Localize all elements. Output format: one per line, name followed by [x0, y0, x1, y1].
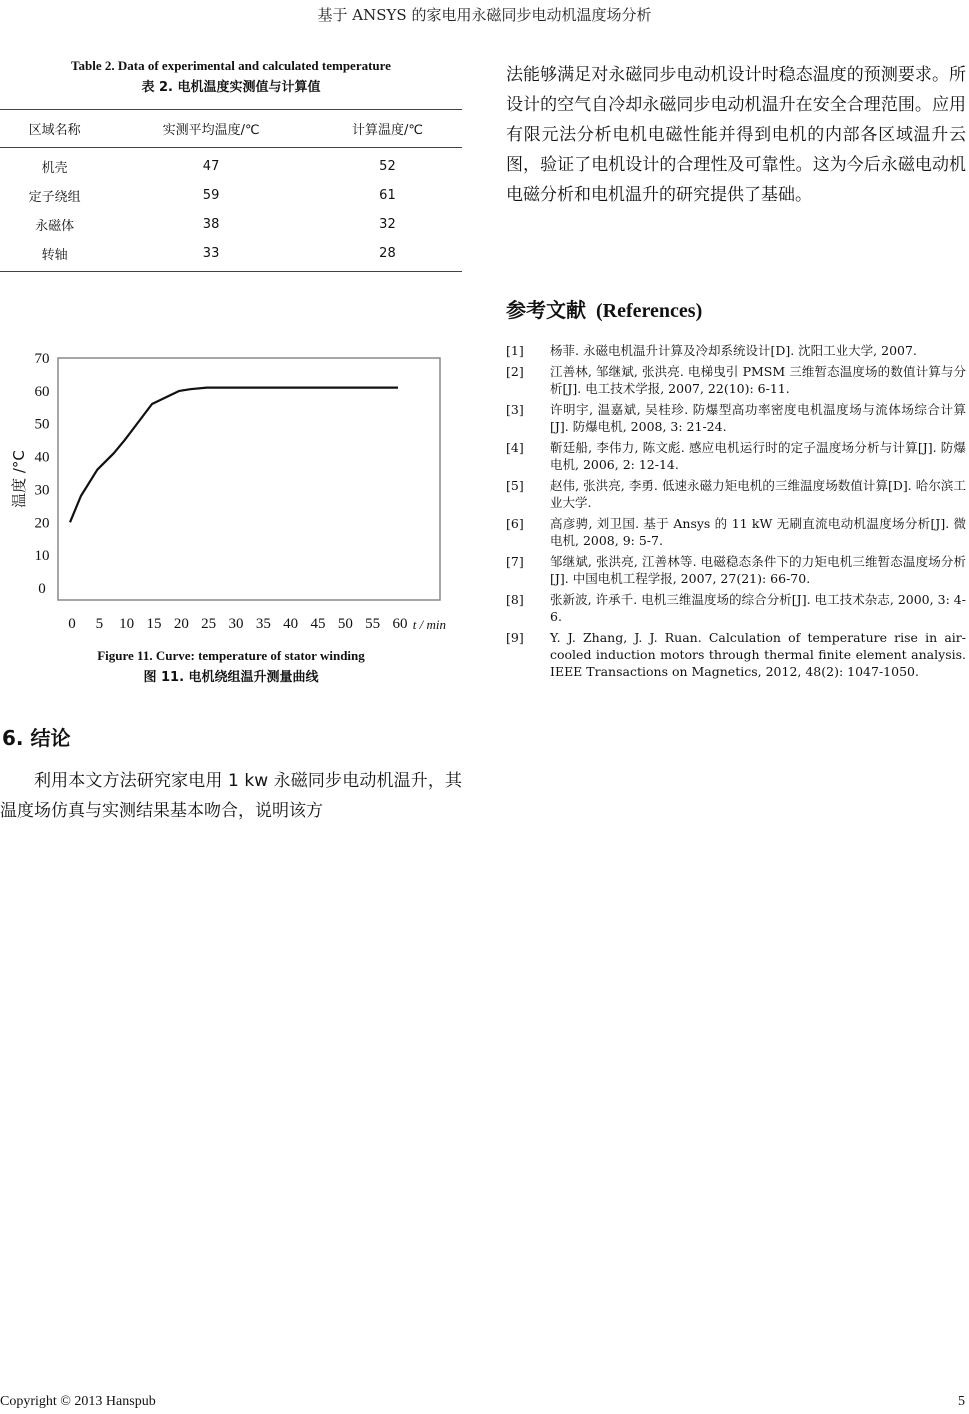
- table-row: [0, 148, 462, 182]
- conclusion-paragraph-right: 法能够满足对永磁同步电动机设计时稳态温度的预测要求。所设计的空气自冷却永磁同步电动机温升在安全合理范围。应用有限元法分析电机电磁性能并得到电机的内部各区域温升云图，验证了电机设计的合理性及可靠性。这为今后永磁电动机电磁分析和电机温升的研究提供了基础。: [506, 65, 966, 205]
- y-tick-label: 70: [34, 351, 50, 367]
- reference-list: [506, 342, 966, 684]
- y-tick-label: 20: [34, 515, 50, 532]
- table-cell: 59: [202, 188, 220, 203]
- reference-number: [8]: [506, 592, 524, 607]
- reference-item: [506, 515, 966, 549]
- table-cell: 47: [202, 159, 220, 174]
- reference-text: 杨菲. 永磁电机温升计算及冷却系统设计[D]. 沈阳工业大学, 2007.: [550, 343, 917, 358]
- table-cell: 机壳: [41, 161, 68, 176]
- reference-text: Y. J. Zhang, J. J. Ruan. Calculation of temperature rise in air-cooled induction motors through thermal finite element analysis. IEEE Transactions on Magnetics, 2012, 48(2): 1047-1050.: [550, 630, 966, 679]
- section-title-conclusion: 6. 结论: [2, 726, 71, 750]
- reference-text: 江善林, 邹继斌, 张洪亮. 电梯曳引 PMSM 三维暂态温度场的数值计算与分析[J]. 电工技术学报, 2007, 22(10): 6-11.: [550, 364, 966, 396]
- x-tick-label: 0: [68, 616, 76, 632]
- reference-number: [9]: [506, 630, 524, 645]
- table-cell: 33: [109, 239, 313, 272]
- x-tick-label: 10: [119, 616, 135, 632]
- reference-item: [506, 591, 966, 625]
- table-cell: 32: [379, 217, 396, 232]
- table-cell: 28: [313, 239, 462, 272]
- y-tick-label: 0: [38, 581, 46, 597]
- figure-caption-en: Figure 11. Curve: temperature of stator winding: [97, 648, 365, 663]
- reference-text: 赵伟, 张洪亮, 李勇. 低速永磁力矩电机的三维温度场数值计算[D]. 哈尔滨工业大学.: [550, 478, 966, 510]
- x-tick-label: 25: [201, 616, 217, 632]
- x-tick-label: 20: [173, 616, 189, 632]
- table-cell: 永磁体: [35, 219, 75, 234]
- reference-text: 许明宇, 温嘉斌, 吴桂珍. 防爆型高功率密度电机温度场与流体场综合计算[J]. 防爆电机, 2008, 3: 21-24.: [550, 402, 966, 434]
- y-tick-label: 10: [34, 548, 50, 565]
- references-title: [506, 294, 702, 323]
- x-tick-labels: [68, 616, 407, 632]
- table-cell: 38: [202, 217, 220, 232]
- x-tick-label: 60: [392, 616, 408, 632]
- reference-number: [2]: [506, 364, 524, 379]
- chart-svg: [0, 346, 462, 636]
- references-title-zh: 参考文献: [506, 298, 586, 322]
- x-tick-label: 5: [95, 616, 104, 632]
- reference-item: [506, 363, 966, 397]
- y-tick-label: 30: [34, 482, 50, 499]
- left-column: [0, 58, 462, 821]
- table-row: [0, 181, 462, 210]
- page-number: 5: [958, 1394, 965, 1409]
- y-tick-label: 40: [34, 449, 50, 466]
- y-tick-label: 50: [34, 416, 50, 433]
- col-header-measured: 实测平均温度/℃: [109, 110, 313, 148]
- y-axis-label: 温度 /°C: [10, 450, 28, 508]
- plot-frame: [58, 358, 440, 600]
- references-title-en: (References): [596, 300, 703, 322]
- reference-item: [506, 439, 966, 473]
- reference-text: 高彦骋, 刘卫国. 基于 Ansys 的 11 kW 无刷直流电动机温度场分析[J]. 微电机, 2008, 9: 5-7.: [550, 516, 966, 548]
- table-caption-en: Table 2. Data of experimental and calculated temperature: [71, 58, 391, 73]
- copyright-notice: Copyright © 2013 Hanspub: [0, 1394, 156, 1409]
- x-axis-label: t / min: [412, 617, 446, 632]
- reference-item: [506, 553, 966, 587]
- table-cell: 52: [379, 159, 396, 174]
- x-tick-label: 55: [365, 616, 381, 632]
- figure-caption-zh: 图 11. 电机绕组温升测量曲线: [143, 670, 319, 685]
- reference-number: [7]: [506, 554, 524, 569]
- table-cell: 61: [379, 188, 396, 203]
- table-row: [0, 210, 462, 239]
- stator-temperature-chart: [0, 346, 462, 636]
- reference-text: 张新波, 许承千. 电机三维温度场的综合分析[J]. 电工技术杂志, 2000, 3: 4-6.: [550, 592, 966, 624]
- reference-item: [506, 477, 966, 511]
- y-tick-labels: [35, 351, 50, 597]
- reference-text: 邹继斌, 张洪亮, 江善林等. 电磁稳态条件下的力矩电机三维暂态温度场分析[J]. 中国电机工程学报, 2007, 27(21): 66-70.: [550, 554, 966, 586]
- x-tick-label: 30: [228, 616, 244, 632]
- x-tick-label: 45: [310, 616, 326, 632]
- reference-number: [4]: [506, 440, 524, 455]
- table-cell: 定子绕组: [28, 190, 81, 205]
- temperature-table: [0, 109, 462, 272]
- reference-number: [3]: [506, 402, 524, 417]
- col-header-region: 区域名称: [0, 110, 109, 148]
- series-line-stator-winding: [70, 388, 398, 523]
- x-tick-label: 50: [337, 616, 353, 632]
- reference-text: 靳廷船, 李伟力, 陈文彪. 感应电机运行时的定子温度场分析与计算[J]. 防爆电机, 2006, 2: 12-14.: [550, 440, 966, 472]
- x-tick-label: 40: [283, 616, 299, 632]
- series-layer: [70, 388, 398, 523]
- table-row: [0, 239, 462, 272]
- conclusion-paragraph-left: 利用本文方法研究家电用 1 kw 永磁同步电动机温升，其温度场仿真与实测结果基本吻合，说明该方: [0, 771, 462, 821]
- reference-item: [506, 342, 966, 359]
- x-tick-label: 15: [146, 616, 162, 632]
- table-cell: 转轴: [0, 239, 109, 272]
- table-caption-zh: 表 2. 电机温度实测值与计算值: [141, 80, 321, 95]
- reference-item: [506, 629, 966, 680]
- reference-number: [1]: [506, 343, 524, 358]
- y-tick-label: 60: [34, 383, 50, 400]
- col-header-calculated: 计算温度/℃: [313, 110, 462, 148]
- reference-number: [5]: [506, 478, 524, 493]
- running-header: 基于 ANSYS 的家电用永磁同步电动机温度场分析: [317, 6, 652, 24]
- x-tick-label: 35: [255, 616, 271, 632]
- reference-number: [6]: [506, 516, 524, 531]
- reference-item: [506, 401, 966, 435]
